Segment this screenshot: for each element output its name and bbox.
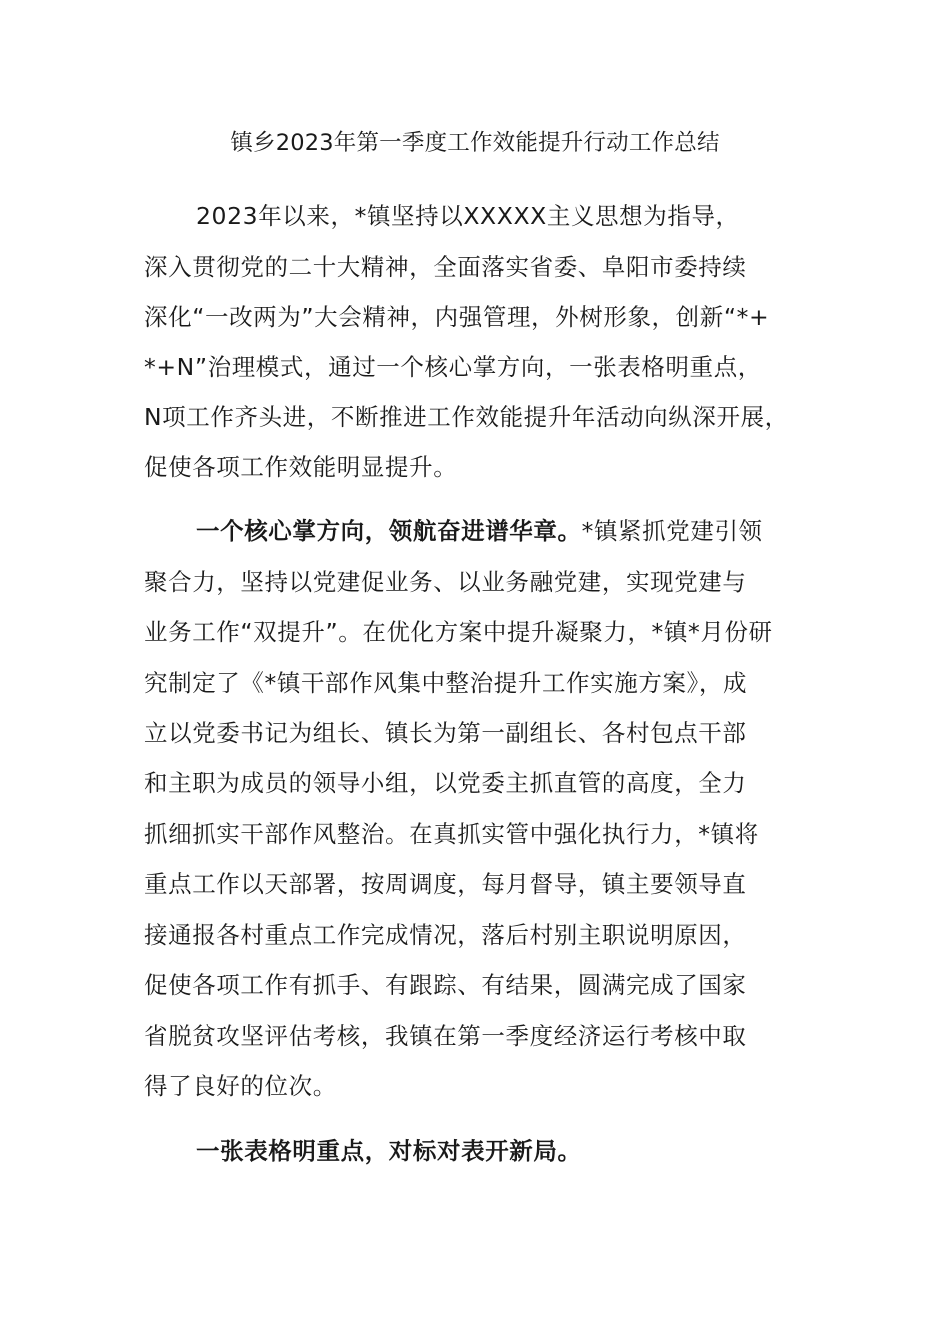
- paragraph-line: N项工作齐头进，不断推进工作效能提升年活动向纵深开展，: [144, 403, 789, 431]
- paragraph-line: 和主职为成员的领导小组，以党委主抓直管的高度，全力: [144, 769, 747, 797]
- section-heading: 一张表格明重点，对标对表开新局。: [196, 1137, 582, 1165]
- section-heading: 一个核心掌方向，领航奋进谱华章。: [196, 517, 582, 545]
- paragraph-line: 2023年以来，*镇坚持以XXXXX主义思想为指导，: [196, 202, 740, 230]
- document-title: 镇乡2023年第一季度工作效能提升行动工作总结: [230, 130, 720, 156]
- paragraph-line: *+N”治理模式，通过一个核心掌方向，一张表格明重点，: [144, 353, 762, 381]
- paragraph-line: 接通报各村重点工作完成情况，落后村别主职说明原因，: [144, 921, 747, 949]
- paragraph-first-line: [196, 514, 763, 548]
- paragraph-line: 促使各项工作有抓手、有跟踪、有结果，圆满完成了国家: [144, 971, 747, 999]
- paragraph-line: 重点工作以天部署，按周调度，每月督导，镇主要领导直: [144, 870, 747, 898]
- paragraph-line: 究制定了《*镇干部作风集中整治提升工作实施方案》，成: [144, 669, 748, 697]
- paragraph-line: 深化“一改两为”大会精神，内强管理，外树形象，创新“*+: [144, 303, 770, 331]
- paragraph-line: 省脱贫攻坚评估考核，我镇在第一季度经济运行考核中取: [144, 1022, 747, 1050]
- paragraph-line: 得了良好的位次。: [144, 1072, 337, 1100]
- paragraph-line: 聚合力，坚持以党建促业务、以业务融党建，实现党建与: [144, 568, 747, 596]
- paragraph-line: 深入贯彻党的二十大精神，全面落实省委、阜阳市委持续: [144, 253, 747, 281]
- paragraph-text: *镇紧抓党建引领: [581, 517, 763, 545]
- paragraph-line: 业务工作“双提升”。在优化方案中提升凝聚力，*镇*月份研: [144, 618, 773, 646]
- paragraph-line: 抓细抓实干部作风整治。在真抓实管中强化执行力，*镇将: [144, 820, 759, 848]
- paragraph-line: 立以党委书记为组长、镇长为第一副组长、各村包点干部: [144, 719, 747, 747]
- paragraph-line: 促使各项工作效能明显提升。: [144, 453, 458, 481]
